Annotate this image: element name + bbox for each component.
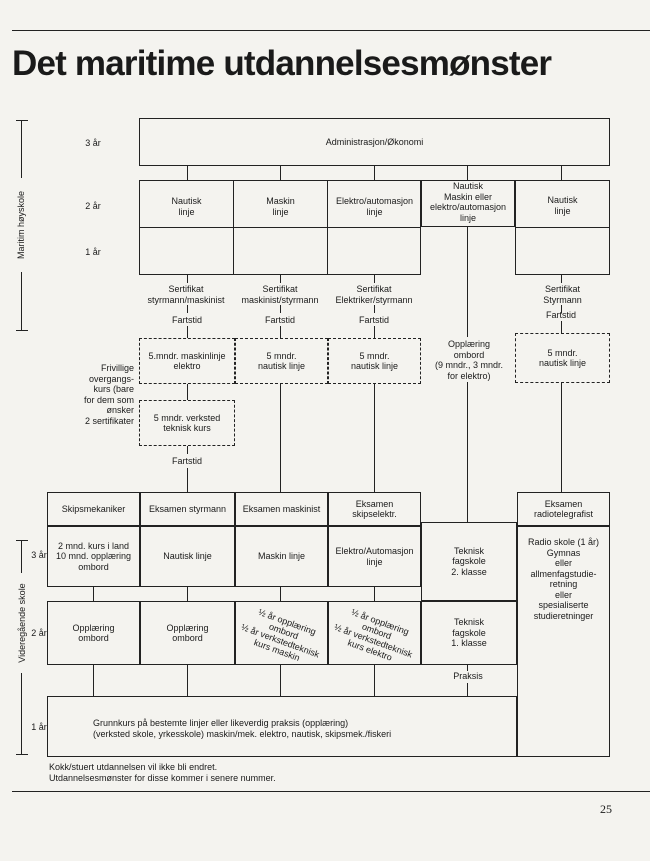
row3-teknisk-fagskole: Teknisk fagskole 2. klasse: [421, 522, 517, 601]
hs-line-elektro: Elektro/automasjon linje: [335, 196, 414, 217]
course-box-maskinlinje: 5.mndr. maskinlinje elektro: [139, 338, 235, 384]
admin-box: Administrasjon/Økonomi: [139, 118, 610, 166]
exam-skipselektr: Eksamen skipselektr.: [328, 492, 421, 526]
year-label: 2 år: [85, 201, 101, 211]
hs-line-combined: Nautisk Maskin eller elektro/automasjon linje: [429, 181, 507, 223]
hs-line-nautisk-right: Nautisk linje: [547, 195, 578, 216]
exam-maskinist: Eksamen maskinist: [235, 492, 328, 526]
course-box-nautisk: 5 mndr. nautisk linje: [235, 338, 328, 384]
grunnkurs-text: Grunnkurs på bestemte linjer eller likeverdig praksis (opplæring) (verksted skole, yrkesskole) maskin/mek. elektro, nautisk, skipsmek./fiskeri: [93, 718, 392, 739]
row3-maskin: Maskin linje: [235, 526, 328, 587]
row3-skipsmek: 2 mnd. kurs i land 10 mnd. opplæring ombord: [47, 526, 140, 587]
year-label: 2 år: [31, 628, 47, 638]
row2-maskin-text: ½ år opplæring ombord ½ år verkstedteknisk kurs maskin: [239, 606, 321, 664]
row2-teknisk-fagskole: Teknisk fagskole 1. klasse: [421, 601, 517, 665]
bottom-rule: [12, 791, 650, 792]
year-label: 1 år: [85, 247, 101, 257]
frivillige-label: Frivillige overgangs- kurs (bare for dem som ønsker 2 sertifikater: [83, 363, 134, 426]
year-label: 1 år: [31, 722, 47, 732]
row2-maskin-box: [235, 601, 328, 665]
year-label: 3 år: [85, 138, 101, 148]
row2-opplaering: Opplæring ombord: [47, 601, 140, 665]
side-label-videregaende: Videregående skole: [17, 573, 27, 673]
side-label-hoyskole: Maritim høyskole: [16, 178, 26, 272]
exam-skipsmekaniker: Skipsmekaniker: [47, 492, 140, 526]
page-title: Det maritime utdannelsesmønster: [12, 44, 552, 83]
row2-elektro-text: ½ år opplæring ombord ½ år verkstedteknisk kurs elektro: [332, 606, 414, 663]
top-rule: [12, 30, 650, 31]
footnote-line: Kokk/stuert utdannelsen vil ikke bli endret.: [49, 762, 218, 772]
fartstid-label: Fartstid: [171, 456, 202, 466]
year-label: 3 år: [31, 550, 47, 560]
sertifikat-label: Sertifikat Styrmann: [543, 284, 582, 305]
praksis-label: Praksis: [453, 671, 483, 681]
course-box-nautisk-right: 5 mndr. nautisk linje: [515, 333, 610, 383]
sertifikat-label: Sertifikat styrmann/maskinist: [147, 284, 225, 305]
exam-styrmann: Eksamen styrmann: [140, 492, 235, 526]
row3-elektro: Elektro/Automasjon linje: [328, 526, 421, 587]
sertifikat-label: Sertifikat maskinist/styrmann: [241, 284, 319, 305]
opplaering-ombord-mid: Opplæring ombord (9 mndr., 3 mndr. for elektro): [421, 339, 517, 381]
exam-radiotelegrafist: Eksamen radiotelegrafist: [517, 492, 610, 526]
fartstid-label: Fartstid: [171, 315, 202, 325]
sertifikat-label: Sertifikat Elektriker/styrmann: [335, 284, 413, 305]
course-box-nautisk: 5 mndr. nautisk linje: [328, 338, 421, 384]
footnote-line: Utdannelsesmønster for disse kommer i senere nummer.: [49, 773, 276, 783]
row2-elektro-box: [328, 601, 421, 665]
hs-line-maskin: Maskin linje: [266, 196, 295, 217]
fartstid-label: Fartstid: [358, 315, 389, 325]
verksted-kurs-box: 5 mndr. verksted teknisk kurs: [139, 400, 235, 446]
hs-line-nautisk: Nautisk linje: [171, 196, 202, 217]
fartstid-label: Fartstid: [264, 315, 295, 325]
row2-opplaering: Opplæring ombord: [140, 601, 235, 665]
page-number: 25: [600, 802, 612, 816]
fartstid-label: Fartstid: [545, 310, 576, 320]
row3-nautisk: Nautisk linje: [140, 526, 235, 587]
row3-radio: Radio skole (1 år) Gymnas eller allmenfagstudie- retning eller spesialiserte studieretninger: [527, 537, 600, 621]
